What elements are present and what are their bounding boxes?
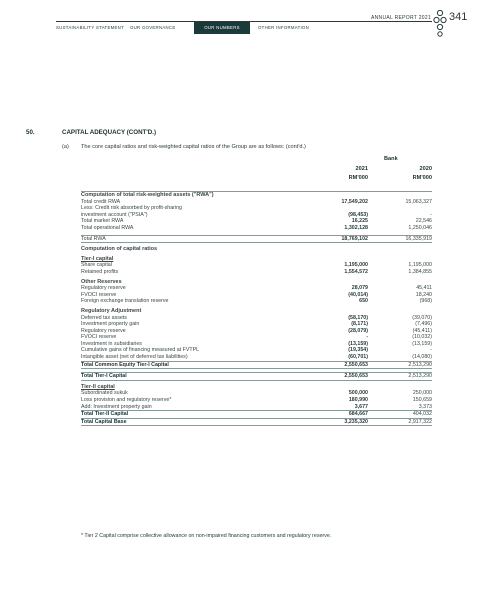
- row-label: Total credit RWA: [81, 198, 121, 205]
- value-2021: (40,014): [348, 291, 368, 298]
- value-2021: (98,453): [348, 211, 368, 218]
- row-label: Cumulative gains of financing measured at FVTPL: [81, 347, 200, 354]
- value-2021: 16,225: [351, 218, 368, 225]
- table-row: [81, 205, 432, 212]
- value-2021: 500,000: [348, 390, 368, 397]
- nav-tab-our-numbers[interactable]: OUR NUMBERS: [194, 22, 250, 34]
- row-label: Total Tier-I Capital: [81, 373, 127, 380]
- footnote: * Tier 2 Capital comprise collective allowance on non-impaired financing customers and regulatory reserve.: [81, 533, 332, 539]
- value-2021: 28,079: [351, 285, 368, 292]
- row-label: Tier-I capital: [81, 255, 114, 262]
- table-divider: [81, 425, 432, 426]
- table-total-row: [81, 411, 432, 418]
- row-label: Computation of total risk-weighted assets ("RWA"): [81, 192, 214, 198]
- page-number: 341: [449, 11, 468, 23]
- value-2020: 2,917,322: [408, 418, 432, 425]
- row-label: Add: Investment property gain: [81, 403, 152, 410]
- row-label: Loss provision and regulatory reserve*: [81, 397, 172, 404]
- value-2021: 18,769,102: [341, 235, 368, 242]
- subsection-letter: (a): [62, 144, 69, 150]
- value-2020: (968): [419, 298, 432, 305]
- value-2020: 2,513,290: [408, 361, 432, 368]
- value-2020: -: [430, 347, 432, 354]
- value-2020: -: [430, 211, 432, 218]
- row-label: Total operational RWA: [81, 224, 134, 231]
- value-2020: 18,240: [415, 291, 432, 298]
- row-label: Total market RWA: [81, 218, 124, 225]
- table-row: [81, 334, 432, 341]
- row-label: Other Reserves: [81, 278, 122, 285]
- row-label: Foreign exchange translation reserve: [81, 298, 169, 305]
- table-row: [81, 218, 432, 225]
- table-section-heading: [81, 308, 432, 315]
- row-label: Less: Credit risk absorbed by profit-sharing: [81, 205, 182, 212]
- value-2020: 1,250,046: [408, 224, 432, 231]
- row-label: Total RWA: [81, 235, 106, 242]
- table-row: [81, 236, 432, 243]
- bank-column-label: Bank: [384, 156, 398, 162]
- table-row: [81, 269, 432, 276]
- row-label: Total Tier-II Capital: [81, 411, 129, 418]
- value-2020: 1,384,855: [408, 268, 432, 275]
- section-number: 50.: [26, 129, 35, 136]
- table-row: [81, 315, 432, 322]
- row-label: Subordinated sukuk: [81, 390, 128, 397]
- unit-2021-header: RM'000: [348, 175, 368, 181]
- value-2021: 3,677: [354, 403, 368, 410]
- section-title: CAPITAL ADEQUACY (CONT'D.): [62, 129, 157, 136]
- table-row: [81, 397, 432, 404]
- table-row: [81, 321, 432, 328]
- table-row: [81, 199, 432, 206]
- report-emblem-icon: [432, 9, 448, 37]
- row-label: Regulatory reserve: [81, 285, 126, 292]
- value-2020: 250,000: [412, 390, 432, 397]
- nav-tab-governance[interactable]: OUR GOVERNANCE: [130, 25, 176, 30]
- row-label: Regulatory reserve: [81, 327, 126, 334]
- value-2021: (58,170): [348, 314, 368, 321]
- value-2021: -: [366, 334, 368, 341]
- row-label: Investment in subsidiaries: [81, 340, 142, 347]
- value-2020: 3,373: [418, 403, 432, 410]
- row-label: investment account ("PSIA"): [81, 211, 148, 218]
- table-row: [81, 225, 432, 232]
- table-row: [81, 328, 432, 335]
- value-2020: 15,063,327: [405, 198, 432, 205]
- report-label: ANNUAL REPORT 2021: [371, 15, 432, 21]
- row-label: Deferred tax assets: [81, 314, 127, 321]
- row-label: Investment property gain: [81, 321, 140, 328]
- row-label: Share capital: [81, 262, 112, 269]
- value-2021: 2,550,653: [344, 373, 368, 380]
- table-section-heading: [81, 384, 432, 391]
- table-total-row: [81, 362, 432, 369]
- value-2021: 3,235,320: [344, 418, 368, 425]
- row-label: FVOCI reserve: [81, 291, 117, 298]
- value-2020: 22,546: [415, 218, 432, 225]
- table-row: [81, 404, 432, 411]
- row-label: Computation of capital ratios: [81, 246, 158, 253]
- table-row: [81, 354, 432, 361]
- nav-tab-sustainability[interactable]: SUSTAINABILITY STATEMENT: [56, 25, 125, 30]
- value-2020: 2,513,290: [408, 373, 432, 380]
- value-2021: 1,195,000: [344, 262, 368, 269]
- value-2021: 1,554,572: [344, 268, 368, 275]
- row-label: Total Capital Base: [81, 418, 127, 425]
- value-2021: 17,549,202: [341, 198, 368, 205]
- value-2021: 650: [359, 298, 368, 305]
- table-row: [81, 285, 432, 292]
- value-2020: 150,659: [412, 397, 432, 404]
- subsection-text: The core capital ratios and risk-weighted capital ratios of the Group are as follows: (cont'd.): [81, 144, 306, 150]
- table-row: [81, 298, 432, 305]
- row-label: FVOCI reserve: [81, 334, 117, 341]
- value-2020: 1,195,000: [408, 262, 432, 269]
- table-section-heading: [81, 192, 432, 199]
- value-2020: 404,032: [412, 411, 432, 418]
- value-2021: (60,701): [348, 354, 368, 361]
- value-2021: 684,667: [348, 411, 368, 418]
- value-2021: (13,159): [348, 340, 368, 347]
- value-2021: (28,079): [348, 327, 368, 334]
- value-2021: 1,302,128: [344, 224, 368, 231]
- table-row: [81, 212, 432, 219]
- table-total-row: [81, 419, 432, 426]
- value-2020: (7,496): [415, 321, 432, 328]
- value-2020: (45,411): [412, 327, 432, 334]
- value-2020: (13,159): [412, 340, 432, 347]
- value-2020: 16,335,919: [405, 235, 432, 242]
- value-2020: (10,032): [412, 334, 432, 341]
- table-section-heading: [81, 256, 432, 263]
- row-label: Regulatory Adjustment: [81, 307, 142, 314]
- value-2020: 45,411: [416, 285, 432, 292]
- table-row: [81, 390, 432, 397]
- table-row: [81, 292, 432, 299]
- table-section-heading: [81, 279, 432, 286]
- unit-2020-header: RM'000: [412, 175, 432, 181]
- table-row: [81, 347, 432, 354]
- year-2020-header: 2020: [419, 166, 432, 172]
- row-label: Intangible asset (net of deferred tax liabilities): [81, 354, 188, 361]
- value-2021: (19,354): [348, 347, 368, 354]
- value-2020: (14,080): [412, 354, 432, 361]
- table-row: [81, 262, 432, 269]
- value-2021: (8,171): [351, 321, 368, 328]
- row-label: Tier-II capital: [81, 383, 115, 390]
- table-section-heading: [81, 246, 432, 253]
- value-2020: (39,070): [412, 314, 432, 321]
- table-row: [81, 341, 432, 348]
- table-total-row: [81, 373, 432, 380]
- value-2021: 180,990: [348, 397, 368, 404]
- nav-tab-other-information[interactable]: OTHER INFORMATION: [258, 25, 310, 30]
- year-2021-header: 2021: [355, 166, 368, 172]
- row-label: Retained profits: [81, 268, 119, 275]
- value-2021: 2,550,653: [344, 361, 368, 368]
- row-label: Total Common Equity Tier-I Capital: [81, 361, 169, 368]
- capital-adequacy-table: [81, 191, 432, 426]
